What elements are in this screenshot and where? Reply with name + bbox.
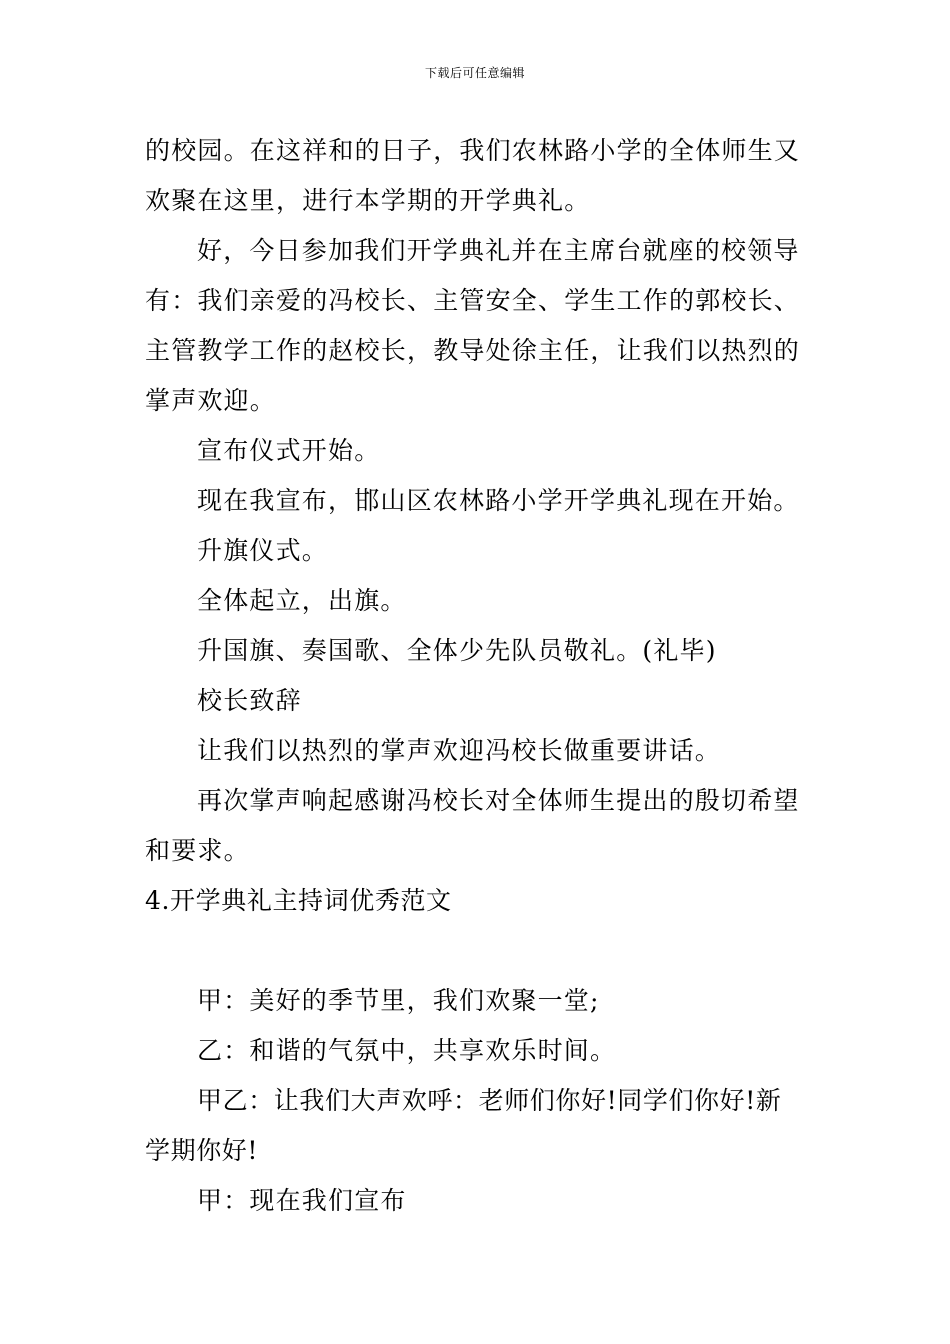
document-body	[145, 126, 807, 1226]
paragraph-welcome-principal: 让我们以热烈的掌声欢迎冯校长做重要讲话。	[197, 736, 722, 765]
paragraph-flag-raising: 升旗仪式。	[197, 536, 329, 565]
dialogue-line-jiayi: 甲乙：让我们大声欢呼：老师们你好!同学们你好!新学期你好!	[145, 1086, 782, 1165]
paragraph-campus-gathering: 的校园。在这祥和的日子，我们农林路小学的全体师生又欢聚在这里，进行本学期的开学典礼。	[145, 136, 801, 215]
dialogue-line-jia-2: 甲：现在我们宣布	[197, 1186, 407, 1215]
paragraph-leaders-intro: 好，今日参加我们开学典礼并在主席台就座的校领导有：我们亲爱的冯校长、主管安全、学生工作的郭校长、主管教学工作的赵校长，教导处徐主任，让我们以热烈的掌声欢迎。	[145, 236, 801, 415]
page-header: 下载后可任意编辑	[424, 66, 525, 80]
paragraph-anthem-salute: 升国旗、奏国歌、全体少先队员敬礼。(礼毕)	[197, 636, 717, 665]
paragraph-stand-up: 全体起立，出旗。	[197, 586, 407, 615]
paragraph-ceremony-start: 现在我宣布，邯山区农林路小学开学典礼现在开始。	[197, 486, 800, 515]
paragraph-principal-speech: 校长致辞	[197, 686, 302, 715]
dialogue-line-jia-1: 甲：美好的季节里，我们欢聚一堂;	[197, 986, 600, 1015]
paragraph-thanks-principal: 再次掌声响起感谢冯校长对全体师生提出的殷切希望和要求。	[145, 786, 800, 865]
section-heading: 4.开学典礼主持词优秀范文	[145, 886, 452, 915]
dialogue-line-yi-1: 乙：和谐的气氛中，共享欢乐时间。	[197, 1036, 617, 1065]
blank-line	[145, 926, 807, 976]
paragraph-announce-ceremony: 宣布仪式开始。	[197, 436, 381, 465]
